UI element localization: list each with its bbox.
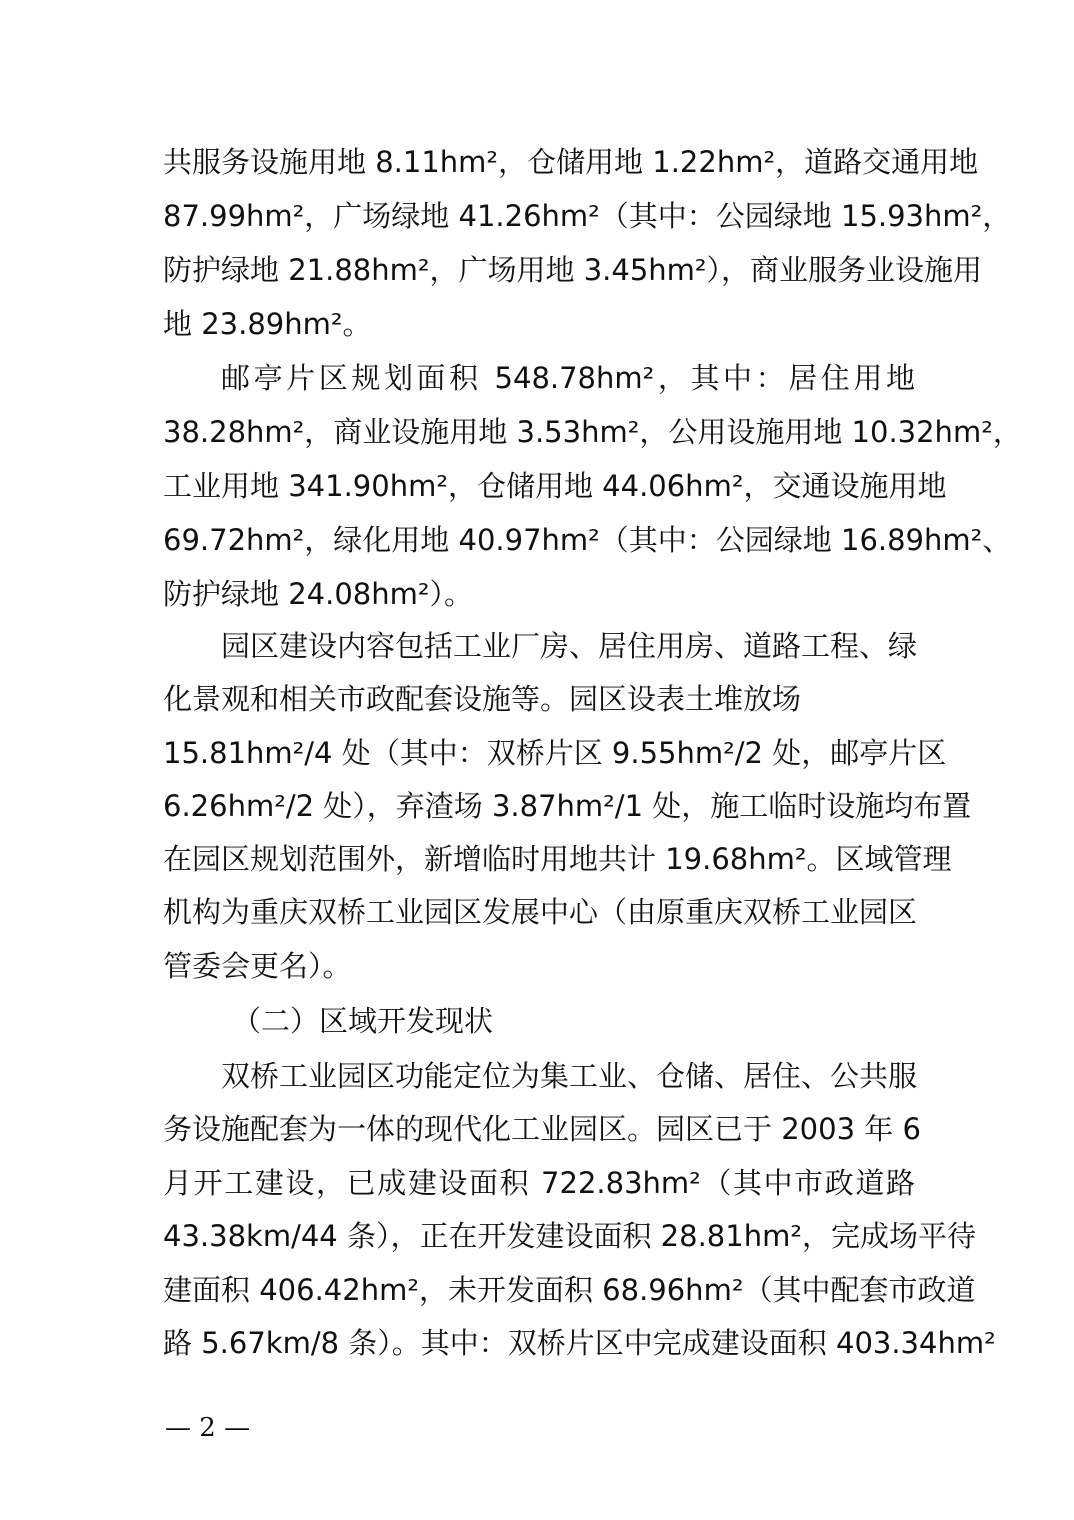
paragraph-line: 月开工建设，已成建设面积 722.83hm²（其中市政道路 [163,1166,915,1200]
paragraph-line: 邮亭片区规划面积 548.78hm²，其中：居住用地 [221,361,915,395]
paragraph-line: 路 5.67km/8 条）。其中：双桥片区中完成建设面积 403.34hm² [163,1326,996,1360]
paragraph-line: 双桥工业园区功能定位为集工业、仓储、居住、公共服 [221,1059,918,1093]
section-heading: （二）区域开发现状 [232,1004,494,1038]
paragraph-line: 务设施配套为一体的现代化工业园区。园区已于 2003 年 6 [163,1112,921,1146]
paragraph-line: 防护绿地 24.08hm²）。 [163,577,473,611]
paragraph-line: 69.72hm²，绿化用地 40.97hm²（其中：公园绿地 16.89hm²、 [163,523,1012,557]
paragraph-line: 43.38km/44 条），正在开发建设面积 28.81hm²，完成场平待 [163,1219,976,1253]
paragraph-line: 地 23.89hm²。 [163,307,372,341]
paragraph-line: 化景观和相关市政配套设施等。园区设表土堆放场 [163,682,802,716]
page-number: — 2 — [165,1413,251,1443]
paragraph-line: 工业用地 341.90hm²，仓储用地 44.06hm²，交通设施用地 [163,469,947,503]
paragraph-line: 87.99hm²，广场绿地 41.26hm²（其中：公园绿地 15.93hm²， [163,199,1012,233]
paragraph-line: 机构为重庆双桥工业园区发展中心（由原重庆双桥工业园区 [163,895,918,929]
paragraph-line: 15.81hm²/4 处（其中：双桥片区 9.55hm²/2 处，邮亭片区 [163,736,947,770]
paragraph-line: 6.26hm²/2 处），弃渣场 3.87hm²/1 处，施工临时设施均布置 [163,789,972,823]
paragraph-line: 防护绿地 21.88hm²，广场用地 3.45hm²），商业服务业设施用 [163,253,983,287]
paragraph-line: 建面积 406.42hm²，未开发面积 68.96hm²（其中配套市政道 [163,1273,976,1307]
paragraph-line: 共服务设施用地 8.11hm²，仓储用地 1.22hm²，道路交通用地 [163,145,979,179]
paragraph-line: 管委会更名）。 [163,949,352,983]
paragraph-line: 在园区规划范围外，新增临时用地共计 19.68hm²。区域管理 [163,842,952,876]
paragraph-line: 园区建设内容包括工业厂房、居住用房、道路工程、绿 [221,629,918,663]
paragraph-line: 38.28hm²，商业设施用地 3.53hm²，公用设施用地 10.32hm²， [163,415,1022,449]
